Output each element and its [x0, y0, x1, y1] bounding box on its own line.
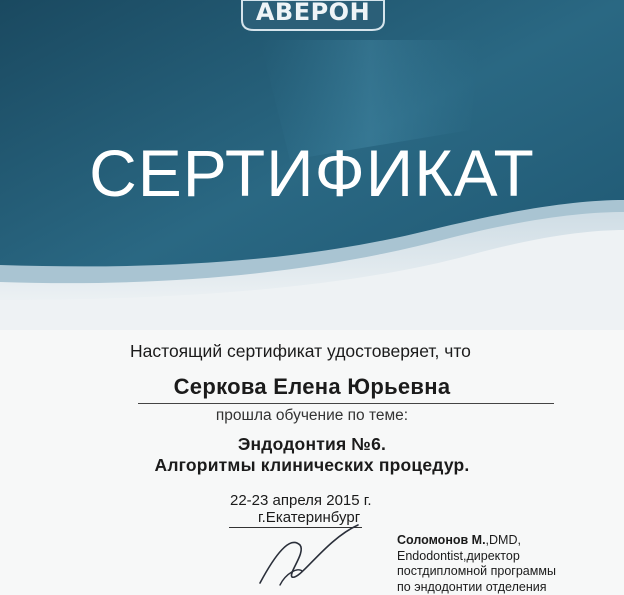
logo-text: АВЕРОН [256, 0, 370, 24]
certificate-title: СЕРТИФИКАТ [0, 140, 624, 206]
signer-line3: постдипломной программы [397, 564, 617, 580]
signer-line4: по эндодонтии отделения [397, 580, 617, 595]
course-intro: прошла обучение по теме: [0, 407, 624, 425]
handwritten-signature [240, 515, 370, 585]
signer-name: Соломонов М. [397, 533, 486, 547]
recipient-name: Серкова Елена Юрьевна [0, 374, 624, 400]
course-date: 22-23 апреля 2015 г. [230, 492, 372, 509]
intro-text: Настоящий сертификат удостоверяет, что [130, 341, 471, 362]
signer-degree: ,DMD, [486, 533, 521, 547]
brand-logo [242, 0, 384, 28]
signer-block [397, 533, 617, 595]
course-topic-line2: Алгоритмы клинических процедур. [0, 455, 624, 476]
name-underline [138, 403, 554, 404]
course-city: г.Екатеринбург [258, 509, 360, 526]
signer-line1 [397, 533, 617, 549]
course-topic-line1: Эндодонтия №6. [0, 434, 624, 455]
signer-line2: Endodontist,директор [397, 549, 617, 565]
